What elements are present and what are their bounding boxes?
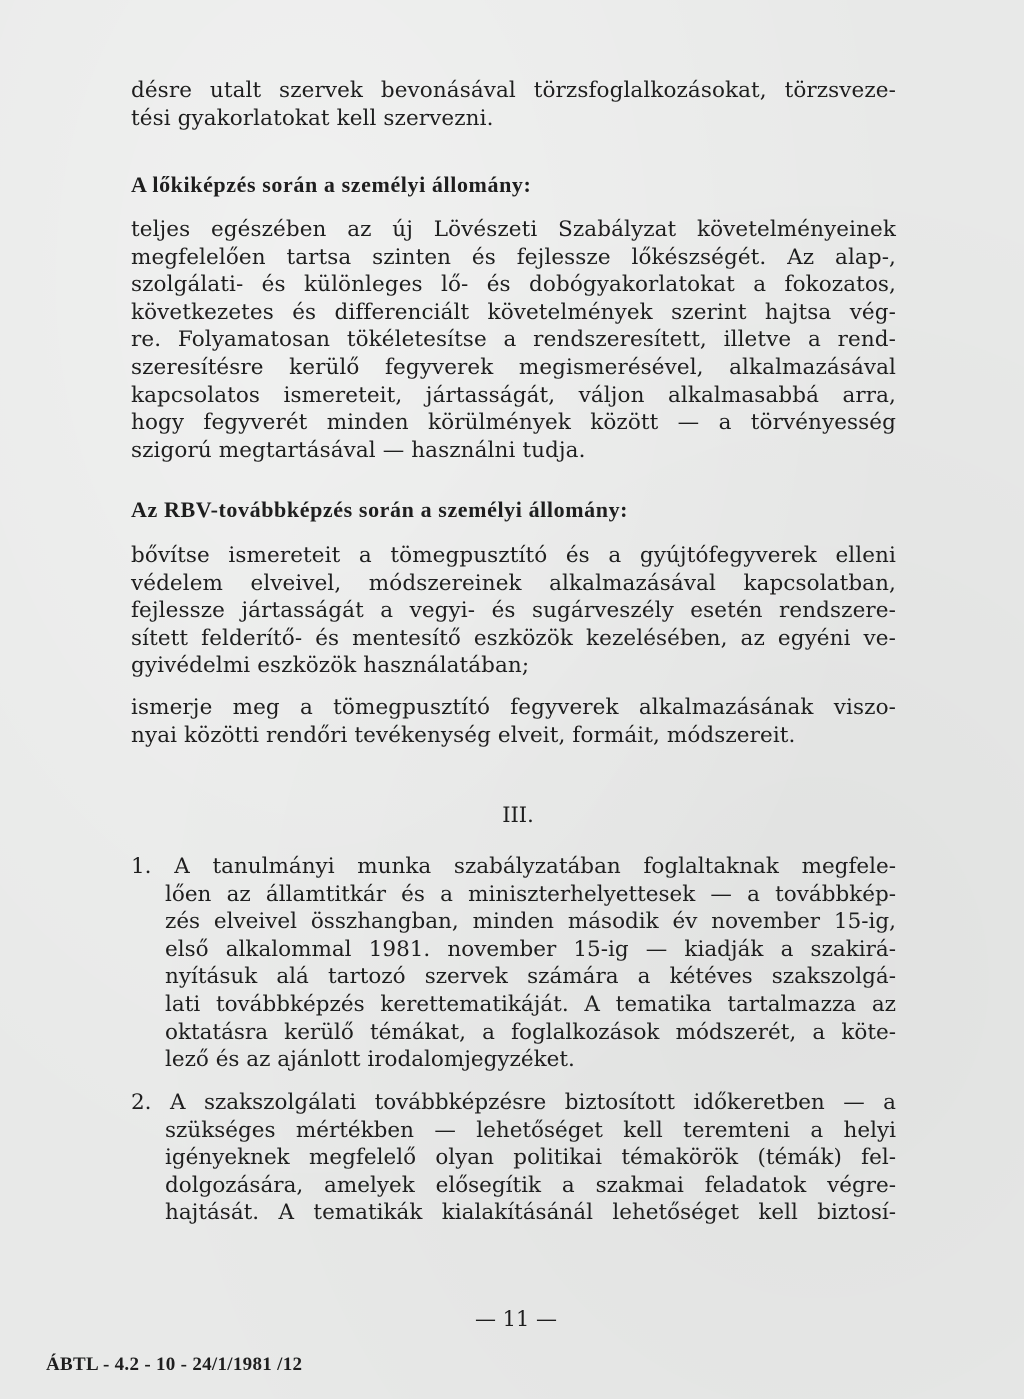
- text-line: nyításuk alá tartozó szervek számára a kétéves szakszolgá-: [165, 964, 896, 990]
- item-number: 1.: [131, 854, 152, 879]
- text-line: fejlessze jártasságát a vegyi- és sugárveszély esetén rendszere-: [131, 598, 896, 624]
- text-line: hogy fegyverét minden körülmények között — a törvényesség: [131, 410, 896, 436]
- paragraph-rbv-2: [131, 694, 896, 749]
- text-line: hajtását. A tematikák kialakításánál lehetőséget kell biztosí-: [165, 1200, 896, 1226]
- archive-reference: ÁBTL - 4.2 - 10 - 24/1/1981 /12: [46, 1354, 303, 1375]
- text-line: ismerje meg a tömegpusztító fegyverek alkalmazásának viszo-: [131, 695, 896, 720]
- text-line: teljes egészében az új Lövészeti Szabályzat követelményeinek: [131, 217, 896, 242]
- section-heading-rbv: Az RBV-továbbképzés során a személyi állomány:: [131, 497, 629, 522]
- text-line: [131, 853, 896, 881]
- text-line: következetes és differenciált követelmények szerint hajtsa vég-: [131, 299, 896, 325]
- item-text: A szakszolgálati továbbképzésre biztosított időkeretben — a: [169, 1090, 896, 1115]
- text-line: lező és az ajánlott irodalomjegyzéket.: [165, 1047, 575, 1073]
- text-line: lati továbbképzés kerettematikáját. A tematika tartalmazza az: [165, 991, 896, 1017]
- text-line: désre utalt szervek bevonásával törzsfoglalkozásokat, törzsveze-: [131, 78, 896, 103]
- text-line: [131, 1089, 896, 1117]
- text-line: dolgozására, amelyek elősegítik a szakmai feladatok végre-: [165, 1172, 896, 1198]
- text-line: lően az államtitkár és a miniszterhelyettesek — a továbbkép-: [165, 881, 896, 907]
- text-line: zés elveivel összhangban, minden második év november 15-ig,: [165, 909, 896, 935]
- text-line: első alkalommal 1981. november 15-ig — kiadják a szakirá-: [165, 936, 896, 962]
- item-text: A tanulmányi munka szabályzatában foglaltaknak megfele-: [174, 854, 896, 879]
- text-line: szeresítésre kerülő fegyverek megismerésével, alkalmazásával: [131, 354, 896, 380]
- section-number: III.: [502, 803, 534, 827]
- paragraph-lokikepzes: [131, 216, 896, 464]
- text-line: védelem elveivel, módszereinek alkalmazásával kapcsolatban,: [131, 570, 896, 596]
- text-line: sített felderítő- és mentesítő eszközök kezelésében, az egyéni ve-: [131, 625, 896, 651]
- text-line: re. Folyamatosan tökéletesítse a rendszeresített, illetve a rend-: [131, 327, 896, 353]
- page-number: — 11 —: [474, 1307, 558, 1331]
- numbered-item-1: [131, 853, 896, 1074]
- paragraph-rbv-1: [131, 542, 896, 680]
- text-line: igényeknek megfelelő olyan politikai témakörök (témák) fel-: [165, 1145, 896, 1171]
- text-line: kapcsolatos ismereteit, jártasságát, váljon alkalmasabbá arra,: [131, 382, 896, 408]
- text-line: oktatásra kerülő témákat, a foglalkozások módszerét, a köte-: [165, 1019, 896, 1045]
- numbered-item-2: [131, 1089, 896, 1227]
- paragraph-intro: [131, 77, 896, 132]
- section-heading-lokikepzes: A lőkiképzés során a személyi állomány:: [131, 172, 532, 197]
- text-line: bővítse ismereteit a tömegpusztító és a gyújtófegyverek elleni: [131, 543, 896, 568]
- text-line: nyai közötti rendőri tevékenység elveit, formáit, módszereit.: [131, 722, 796, 748]
- text-line: tési gyakorlatokat kell szervezni.: [131, 105, 494, 131]
- text-line: szükséges mértékben — lehetőséget kell teremteni a helyi: [165, 1117, 896, 1143]
- text-line: szigorú megtartásával — használni tudja.: [131, 437, 586, 463]
- text-line: szolgálati- és különleges lő- és dobógyakorlatokat a fokozatos,: [131, 272, 896, 298]
- text-line: gyivédelmi eszközök használatában;: [131, 653, 530, 679]
- text-line: megfelelően tartsa szinten és fejlessze lőkészségét. Az alap-,: [131, 244, 896, 270]
- item-number: 2.: [131, 1090, 152, 1115]
